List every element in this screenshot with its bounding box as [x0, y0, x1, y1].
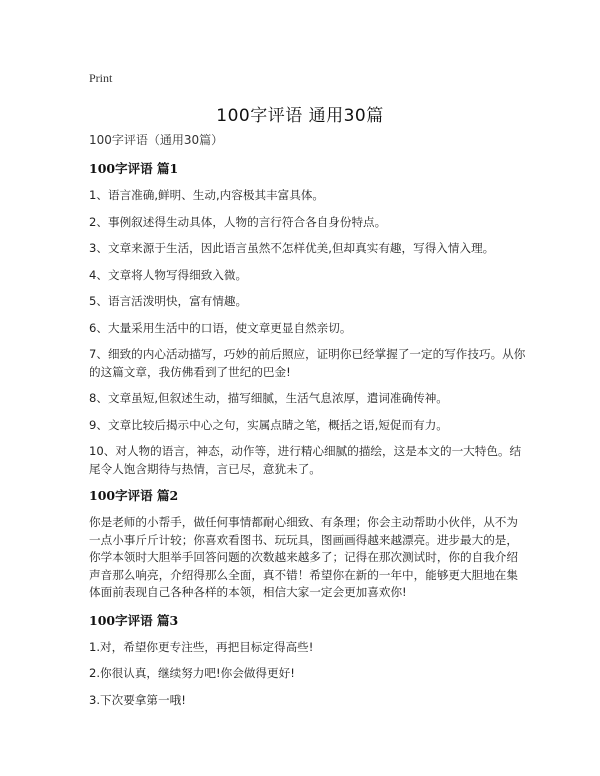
list-item: 2.你很认真，继续努力吧!你会做得更好! [89, 666, 295, 680]
list-item: 5、语言活泼明快，富有情趣。 [89, 294, 248, 308]
list-item: 3.下次要拿第一哦! [89, 692, 186, 707]
print-label: Print [89, 71, 113, 85]
section-3 [89, 612, 529, 710]
list-item: 8、文章虽短,但叙述生动，描写细腻，生活气息浓厚，遣词准确传神。 [89, 391, 448, 405]
section-heading: 100字评语 篇1 [89, 161, 179, 176]
list-item: 7、细致的内心活动描写，巧妙的前后照应，证明你已经掌握了一定的写作技巧。从你的这篇文章，我仿佛看到了世纪的巴金! [89, 347, 526, 379]
list-item: 1、语言准确,鲜明、生动,内容极其丰富具体。 [89, 188, 325, 202]
section-heading: 100字评语 篇3 [89, 612, 179, 628]
list-item: 2、事例叙述得生动具体，人物的言行符合各自身份特点。 [89, 214, 387, 229]
document-body [89, 132, 529, 718]
section-2 [89, 487, 529, 602]
list-item: 3、文章来源于生活，因此语言虽然不怎样优美,但却真实有趣，写得入情入理。 [89, 241, 495, 255]
document-title: 100字评语 通用30篇 [216, 106, 384, 126]
list-item: 10、对人物的语言，神态，动作等，进行精心细腻的描绘，这是本文的一大特色。结尾令人饱含期待与热情，言已尽，意犹未了。 [89, 444, 522, 476]
list-item: 4、文章将人物写得细致入微。 [89, 267, 248, 282]
list-item: 1.对，希望你更专注些，再把目标定得高些! [89, 639, 314, 654]
list-item: 6、大量采用生活中的口语，使文章更显自然亲切。 [89, 320, 352, 335]
document-subtitle: 100字评语（通用30篇） [89, 133, 224, 147]
section-1 [89, 160, 529, 478]
list-item: 9、文章比较后揭示中心之句，实属点睛之笔，概括之语,短促而有力。 [89, 417, 448, 432]
section-paragraph: 你是老师的小帮手，做任何事情都耐心细致、有条理；你会主动帮助小伙伴，从不为一点小事斤斤计较；你喜欢看图书、玩玩具，图画画得越来越漂亮。进步最大的是，你学本领时大胆举手回答问题的次数越来越多了；记得在那次测试时，你的自我介绍声音那么响亮，介绍得那么全面，真不错！希望你在新的一年中，能够更大胆地在集体面前表现自己各种各样的本领，相信大家一定会更加喜欢你! [89, 515, 518, 599]
section-heading: 100字评语 篇2 [89, 488, 179, 503]
